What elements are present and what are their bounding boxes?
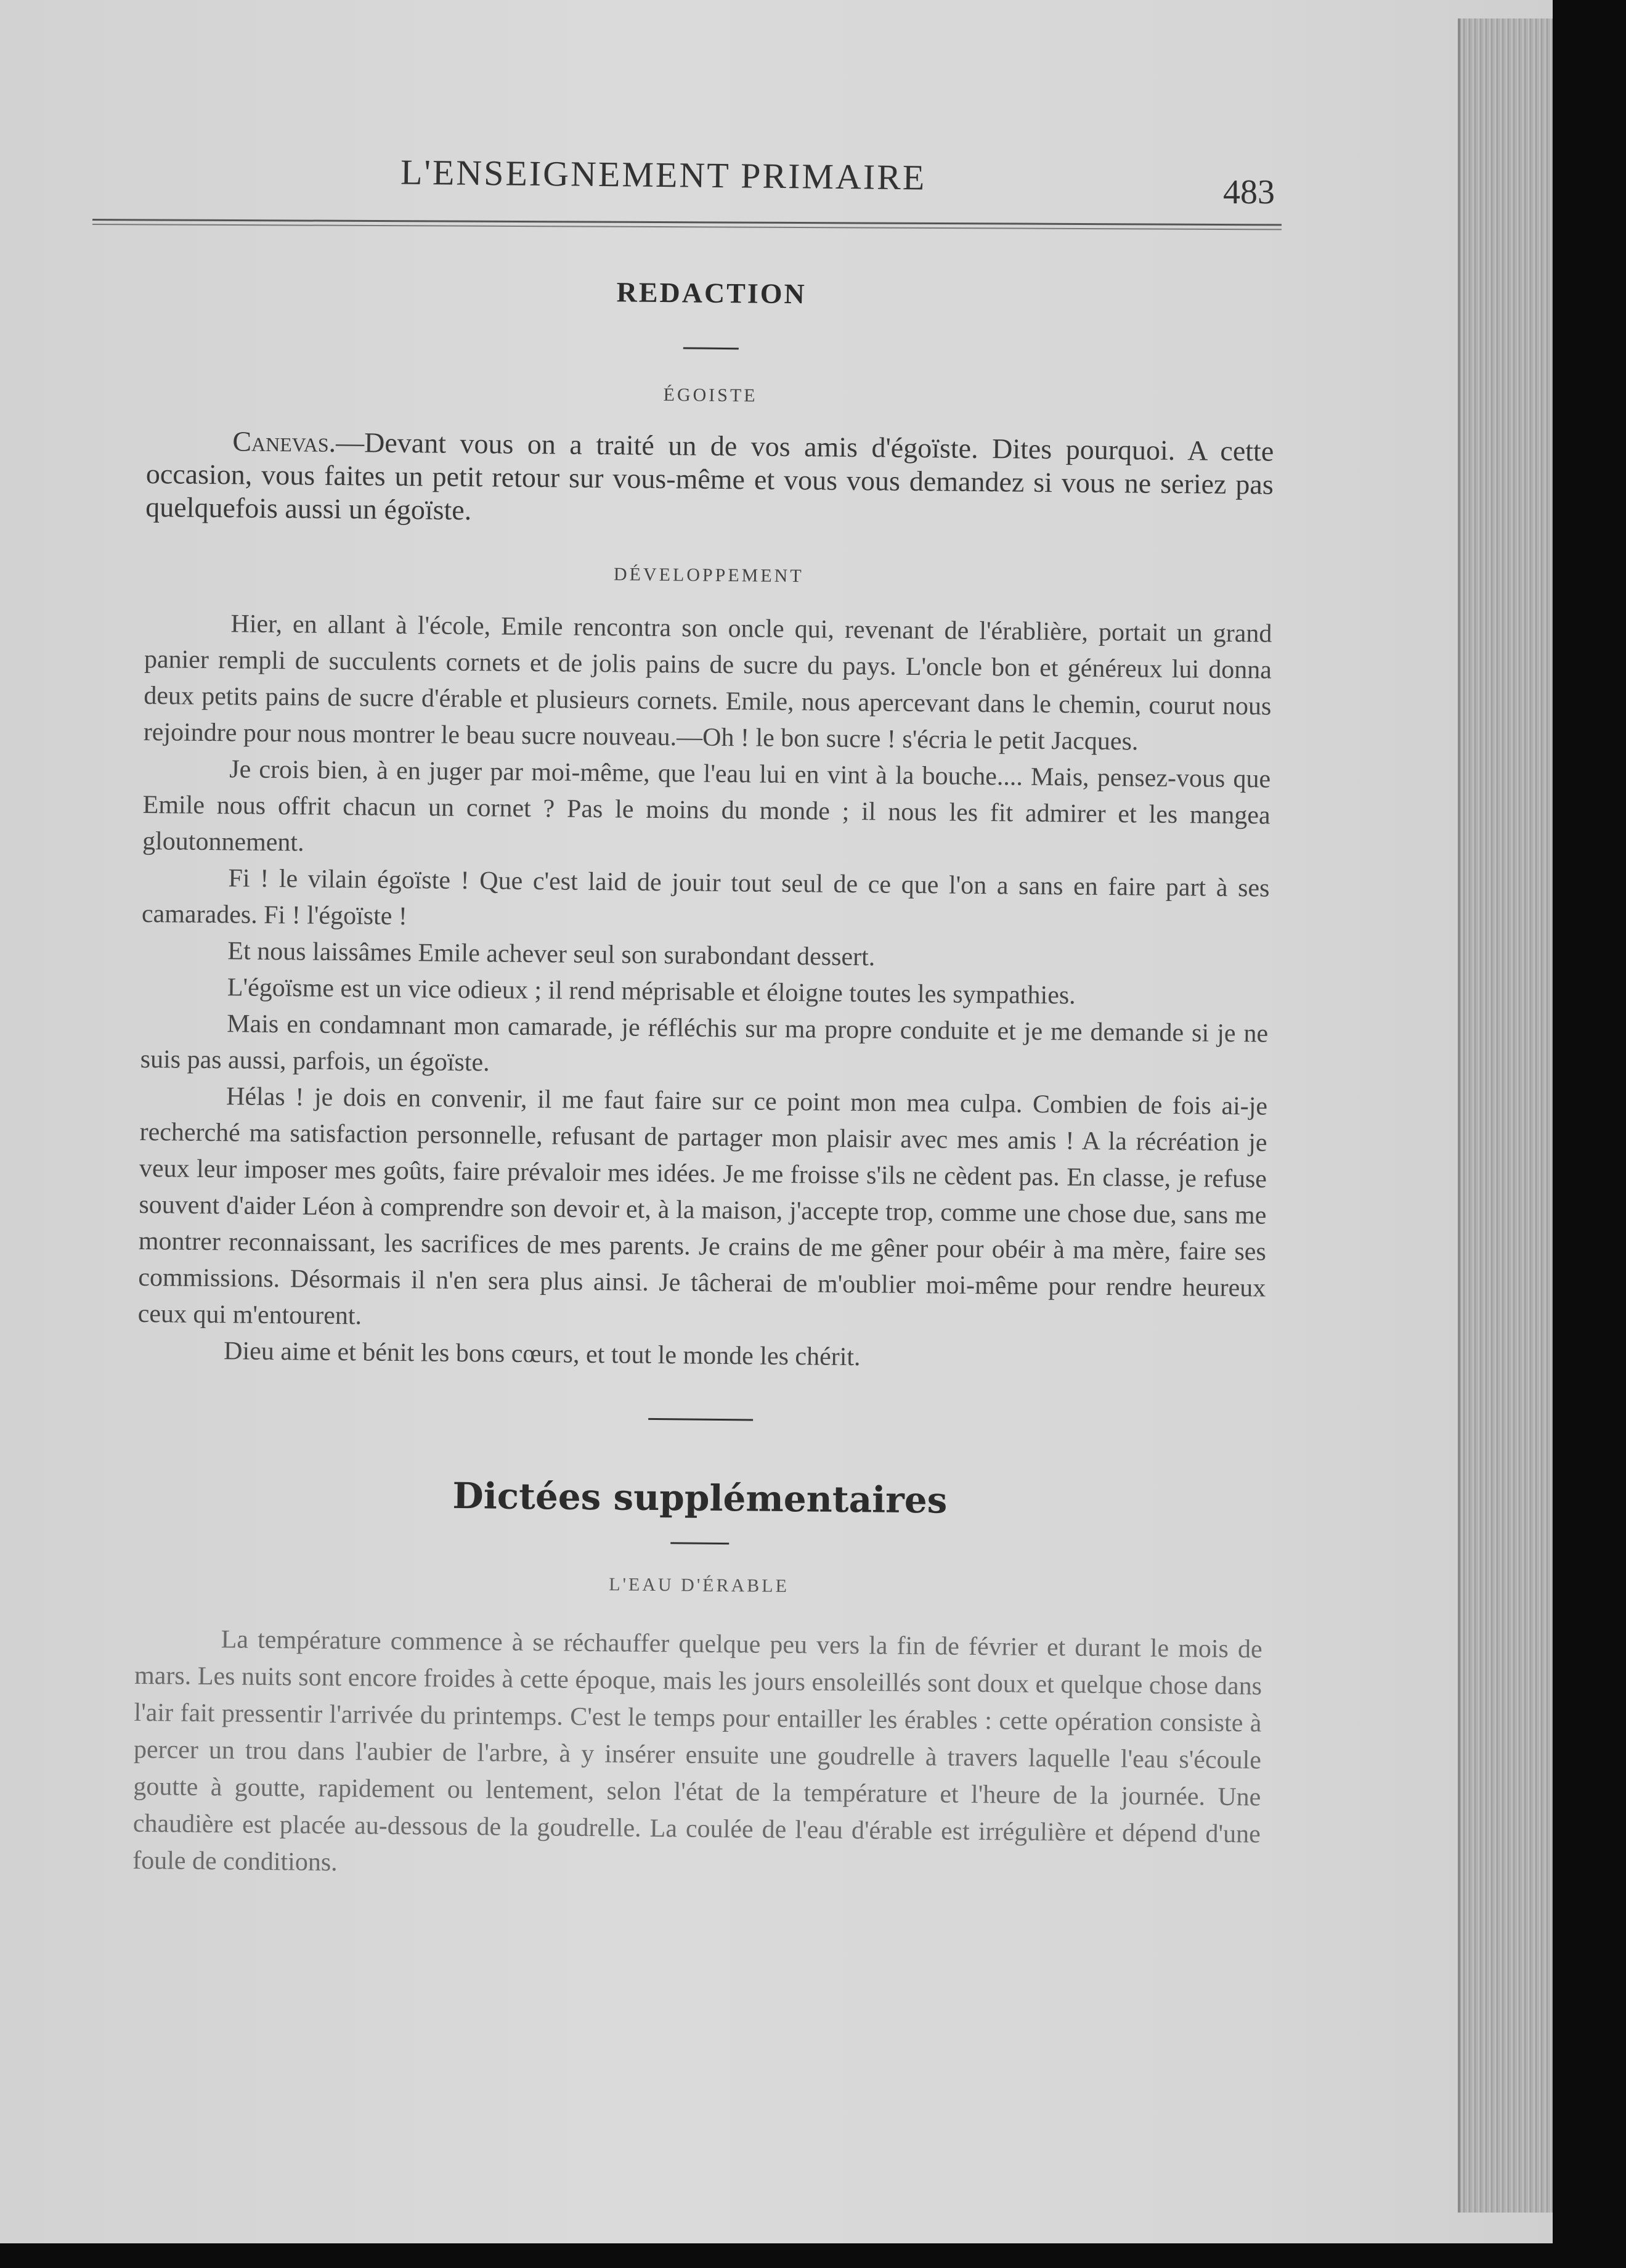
book-page-edges (1458, 18, 1553, 2213)
section-divider (648, 1418, 753, 1421)
body-paragraph: Et nous laissâmes Emile achever seul son surabondant dessert. (227, 937, 876, 972)
page-number: 483 (1223, 173, 1275, 211)
title-divider (670, 1542, 729, 1544)
title-divider (683, 347, 739, 349)
body-paragraph: Hélas ! je dois en convenir, il me faut faire sur ce point mon mea culpa. Combien de fois ai-je recherché ma satisfaction personnelle, refusant de partager mon plaisir avec mes amis ! A la récréation je veux leur imposer mes goûts, faire prévaloir mes idées. Je me froisse s'ils ne cèdent pas. En classe, je refuse souvent d'aider Léon à comprendre son devoir et, à la maison, j'accepte trop, comme une chose due, sans me montrer reconnaissant, les sacrifices de mes parents. Je crains de me gêner pour obéir à ma mère, faire ses commissions. Désormais il n'en sera plus ainsi. Je tâcherai de m'oublier moi-même pour rendre heureux ceux qui m'entourent. (137, 1082, 1268, 1331)
developpement-title: DÉVELOPPEMENT (613, 564, 804, 587)
body-paragraph: Dieu aime et bénit les bons cœurs, et tout le monde les chérit. (223, 1337, 861, 1372)
journal-title: L'ENSEIGNEMENT PRIMAIRE (400, 152, 927, 198)
redaction-subject: ÉGOISTE (663, 385, 758, 406)
body-paragraph: L'égoïsme est un vice odieux ; il rend méprisable et éloigne toutes les sympathies. (227, 973, 1076, 1010)
canevas-label: Canevas. (232, 425, 336, 458)
body-paragraph: Mais en condamnant mon camarade, je réfléchis sur ma propre conduite et je me demande si je ne suis pas aussi, parfois, un égoïste. (140, 1010, 1269, 1077)
dictee-subject: L'EAU D'ÉRABLE (609, 1574, 790, 1597)
body-paragraph: Hier, en allant à l'école, Emile rencontra son oncle qui, revenant de l'érablière, portait un grand panier rempli de succulents cornets et de jolis pains de sucre du pays. L'oncle bon et généreux lui donna deux petits pains de sucre d'érable et plusieurs cornets. Emile, nous apercevant dans le chemin, courut nous rejoindre pour nous montrer le beau sucre nouveau.—Oh ! le bon sucre ! s'écria le petit Jacques. (143, 610, 1272, 756)
header-rule (92, 219, 1282, 230)
page-content (132, 271, 1275, 1890)
body-paragraph: Je crois bien, à en juger par moi-même, que l'eau lui en vint à la bouche.... Mais, pensez-vous que Emile nous offrit chacun un cornet ? Pas le moins du monde ; il nous les fit admirer et les mangea gloutonnement. (142, 755, 1271, 857)
body-paragraph: Fi ! le vilain égoïste ! Que c'est laid de jouir tout seul de ce que l'on a sans en faire part à ses camarades. Fi ! l'égoïste ! (141, 864, 1270, 931)
canevas-text: —Devant vous on a traité un de vos amis d'égoïste. Dites pourquoi. A cette occasion, vous faites un petit retour sur vous-même et vous vous demandez si vous ne seriez pas quelquefois aussi un égoïste. (145, 426, 1274, 526)
canevas-paragraph (145, 424, 1274, 535)
dictee-paragraph: La température commence à se réchauffer quelque peu vers la fin de février et durant le mois de mars. Les nuits sont encore froides à cette époque, mais les jours ensoleillés sont doux et quelque chose dans l'air fait pressentir l'arrivée du printemps. C'est le temps pour entailler les érables : cette opération consiste à percer un trou dans l'aubier de l'arbre, à y insérer ensuite une goudrelle à travers laquelle l'eau s'écoule goutte à goutte, rapidement ou lentement, selon l'état de la température et l'heure de la journée. Une chaudière est placée au-dessous de la goudrelle. La coulée de l'eau d'érable est irrégulière et dépend d'une foule de conditions. (132, 1625, 1262, 1877)
dictees-title: Dictées supplémentaires (452, 1474, 948, 1522)
redaction-title: REDACTION (616, 276, 807, 310)
running-head (92, 152, 1294, 211)
